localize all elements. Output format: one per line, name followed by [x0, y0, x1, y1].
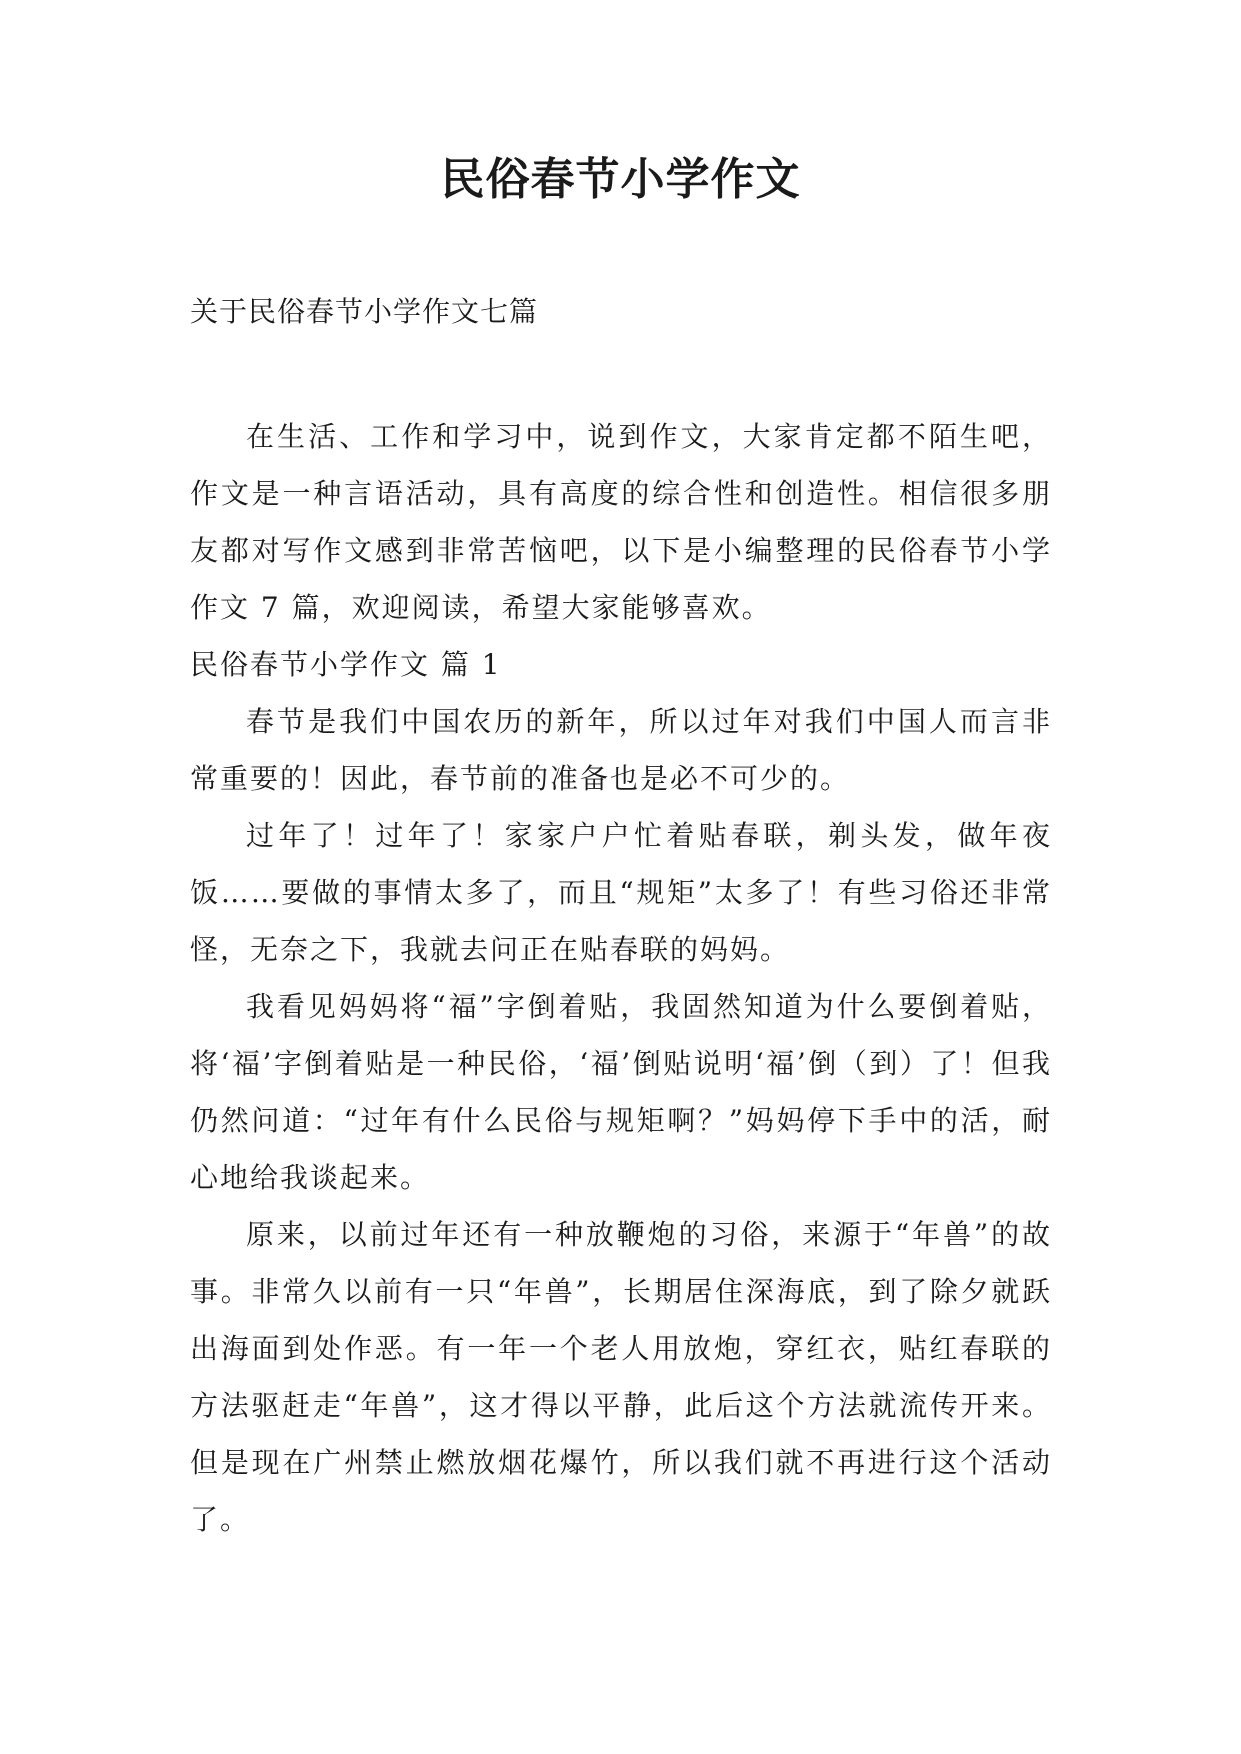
- section-heading: 民俗春节小学作文 篇 1: [190, 648, 502, 681]
- body-paragraph: 原来，以前过年还有一种放鞭炮的习俗，来源于“年兽”的故事。非常久以前有一只“年兽”，长期居住深海底，到了除夕就跃出海面到处作恶。有一年一个老人用放炮，穿红衣，贴红春联的方法驱赶走“年兽”，这才得以平静，此后这个方法就流传开来。但是现在广州禁止燃放烟花爆竹，所以我们就不再进行这个活动了。: [190, 1218, 1052, 1536]
- document-title: 民俗春节小学作文: [440, 154, 801, 205]
- intro-paragraph: 在生活、工作和学习中，说到作文，大家肯定都不陌生吧，作文是一种言语活动，具有高度的综合性和创造性。相信很多朋友都对写作文感到非常苦恼吧，以下是小编整理的民俗春节小学作文 7 篇，欢迎阅读，希望大家能够喜欢。: [190, 420, 1052, 624]
- body-paragraph: 过年了！过年了！家家户户忙着贴春联，剃头发，做年夜饭……要做的事情太多了，而且“规矩”太多了！有些习俗还非常怪，无奈之下，我就去问正在贴春联的妈妈。: [190, 819, 1052, 966]
- document-subtitle: 关于民俗春节小学作文七篇: [190, 295, 539, 328]
- body-paragraph: 我看见妈妈将“福”字倒着贴，我固然知道为什么要倒着贴，将‘福’字倒着贴是一种民俗，‘福’倒贴说明‘福’倒（到）了！但我仍然问道：“过年有什么民俗与规矩啊？”妈妈停下手中的活，耐心地给我谈起来。: [190, 990, 1052, 1194]
- document-body: [190, 408, 1052, 1548]
- body-paragraph: 春节是我们中国农历的新年，所以过年对我们中国人而言非常重要的！因此，春节前的准备也是必不可少的。: [190, 705, 1052, 795]
